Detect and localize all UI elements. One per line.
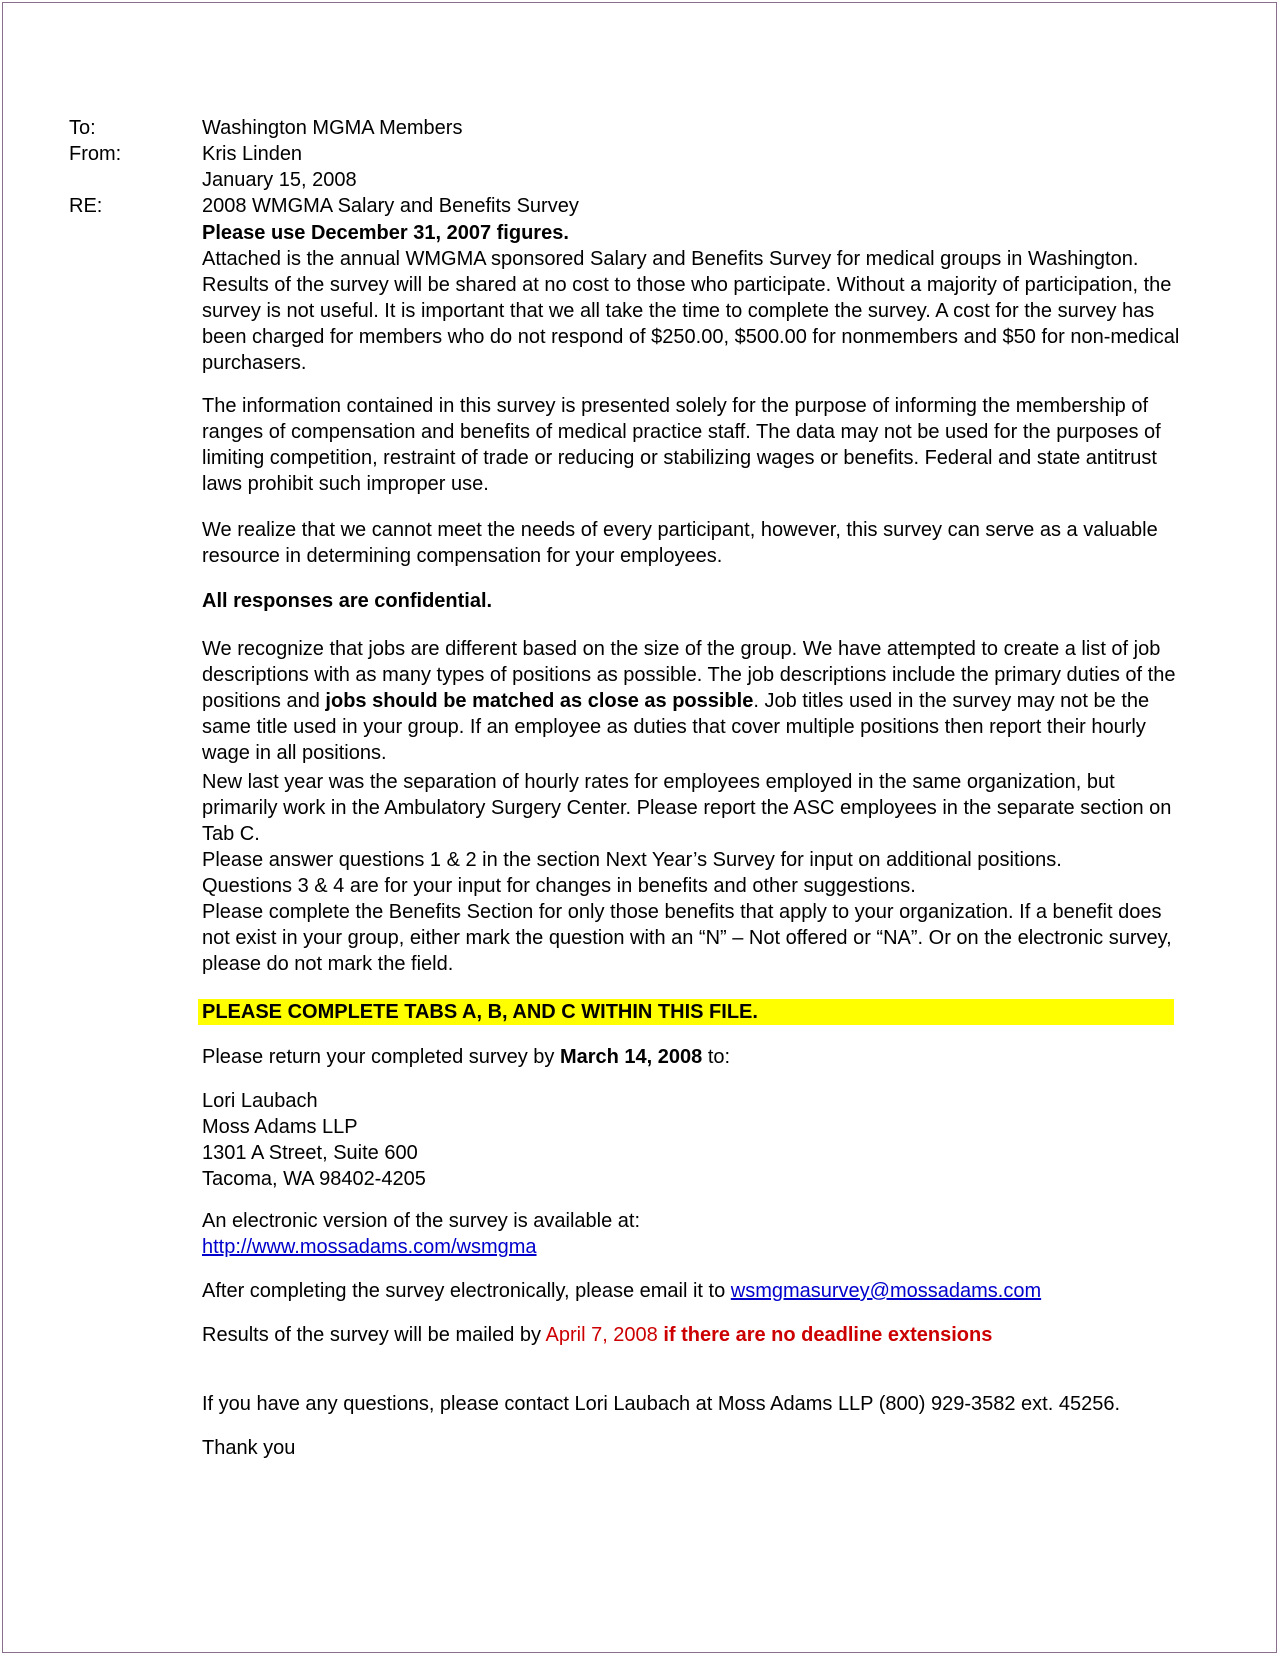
thank-you: Thank you [202, 1437, 296, 1459]
re-label: RE: [69, 195, 103, 217]
paragraph-job-matching [202, 636, 1182, 766]
email-instruction [202, 1278, 1041, 1304]
survey-url-link[interactable]: http://www.mossadams.com/wsmgma [202, 1236, 537, 1258]
return-instruction [202, 1044, 730, 1070]
results-text: Results of the survey will be mailed by [202, 1324, 546, 1346]
paragraph-benefits: Please complete the Benefits Section for only those benefits that apply to your organization. If a benefit does not exist in your group, either mark the question with an “N” – Not offered or “NA”. Or on the electronic survey, please do not mark the field. [202, 901, 1172, 976]
address-city: Tacoma, WA 98402-4205 [202, 1168, 426, 1190]
paragraph-asc: New last year was the separation of hourly rates for employees employed in the same organization, but primarily work in the Ambulatory Surgery Center. Please report the ASC employees in the separate section on Tab C. [202, 771, 1172, 846]
paragraph-questions-3-4: Questions 3 & 4 are for your input for changes in benefits and other suggestions. [202, 875, 916, 897]
paragraph-antitrust: The information contained in this survey is presented solely for the purpose of informing the membership of ranges of compensation and benefits of medical practice staff. The data may not be used for the purposes of limiting competition, restraint of trade or reducing or stabilizing wages or benefits. Federal and state antitrust laws prohibit such improper use. [202, 395, 1161, 496]
from-value: Kris Linden [202, 143, 303, 165]
to-value: Washington MGMA Members [202, 117, 463, 139]
paragraph-questions-1-2: Please answer questions 1 & 2 in the section Next Year’s Survey for input on additional positions. [202, 849, 1062, 871]
paragraph-resource: We realize that we cannot meet the needs of every participant, however, this survey can serve as a valuable resource in determining compensation for your employees. [202, 519, 1158, 568]
memo-date: January 15, 2008 [202, 169, 357, 191]
re-value: 2008 WMGMA Salary and Benefits Survey [202, 195, 579, 217]
tabs-notice-highlight [198, 999, 1174, 1025]
to-label: To: [69, 117, 96, 139]
contact-line: If you have any questions, please contact Lori Laubach at Moss Adams LLP (800) 929-3582 ext. 45256. [202, 1393, 1121, 1415]
address-street: 1301 A Street, Suite 600 [202, 1142, 418, 1164]
address-company: Moss Adams LLP [202, 1116, 358, 1138]
survey-email-link[interactable]: wsmgmasurvey@mossadams.com [730, 1280, 1042, 1302]
return-text-b: to: [702, 1046, 731, 1068]
tabs-notice: PLEASE COMPLETE TABS A, B, AND C WITHIN THIS FILE. [202, 1001, 758, 1023]
paragraph-survey-intro: Attached is the annual WMGMA sponsored Salary and Benefits Survey for medical groups in Washington. Results of the survey will be shared at no cost to those who participate. Without a majority of participation, the survey is not useful. It is important that we all take the time to complete the survey. A cost for the survey has been charged for members who do not respond of $250.00, $500.00 for nonmembers and $50 for non-medical purchasers. [202, 248, 1180, 375]
results-condition: if there are no deadline extensions [657, 1324, 993, 1346]
results-date: April 7, 2008 [545, 1324, 658, 1346]
address-name: Lori Laubach [202, 1090, 318, 1112]
job-matching-text-a: We recognize that jobs are different based on the size of the group. We have attempted to create a list of job descriptions with as many types of positions as possible. The job descriptions include the primary duties of the positions and [202, 638, 1176, 713]
email-intro-text: After completing the survey electronically, please email it to [202, 1280, 731, 1302]
confidential-note: All responses are confidential. [202, 590, 493, 612]
job-matching-emphasis: jobs should be matched as close as possible [325, 690, 754, 713]
return-text-a: Please return your completed survey by [202, 1046, 560, 1068]
electronic-url-line [202, 1234, 537, 1260]
job-matching-text-b: . Job titles used in the survey may not be the same title used in your group. If an employee as duties that cover multiple positions then report their hourly wage in all positions. [202, 690, 1150, 765]
return-date: March 14, 2008 [559, 1046, 703, 1068]
electronic-intro: An electronic version of the survey is available at: [202, 1210, 640, 1232]
results-line [202, 1322, 992, 1348]
from-label: From: [69, 143, 122, 165]
figures-note: Please use December 31, 2007 figures. [202, 222, 569, 244]
